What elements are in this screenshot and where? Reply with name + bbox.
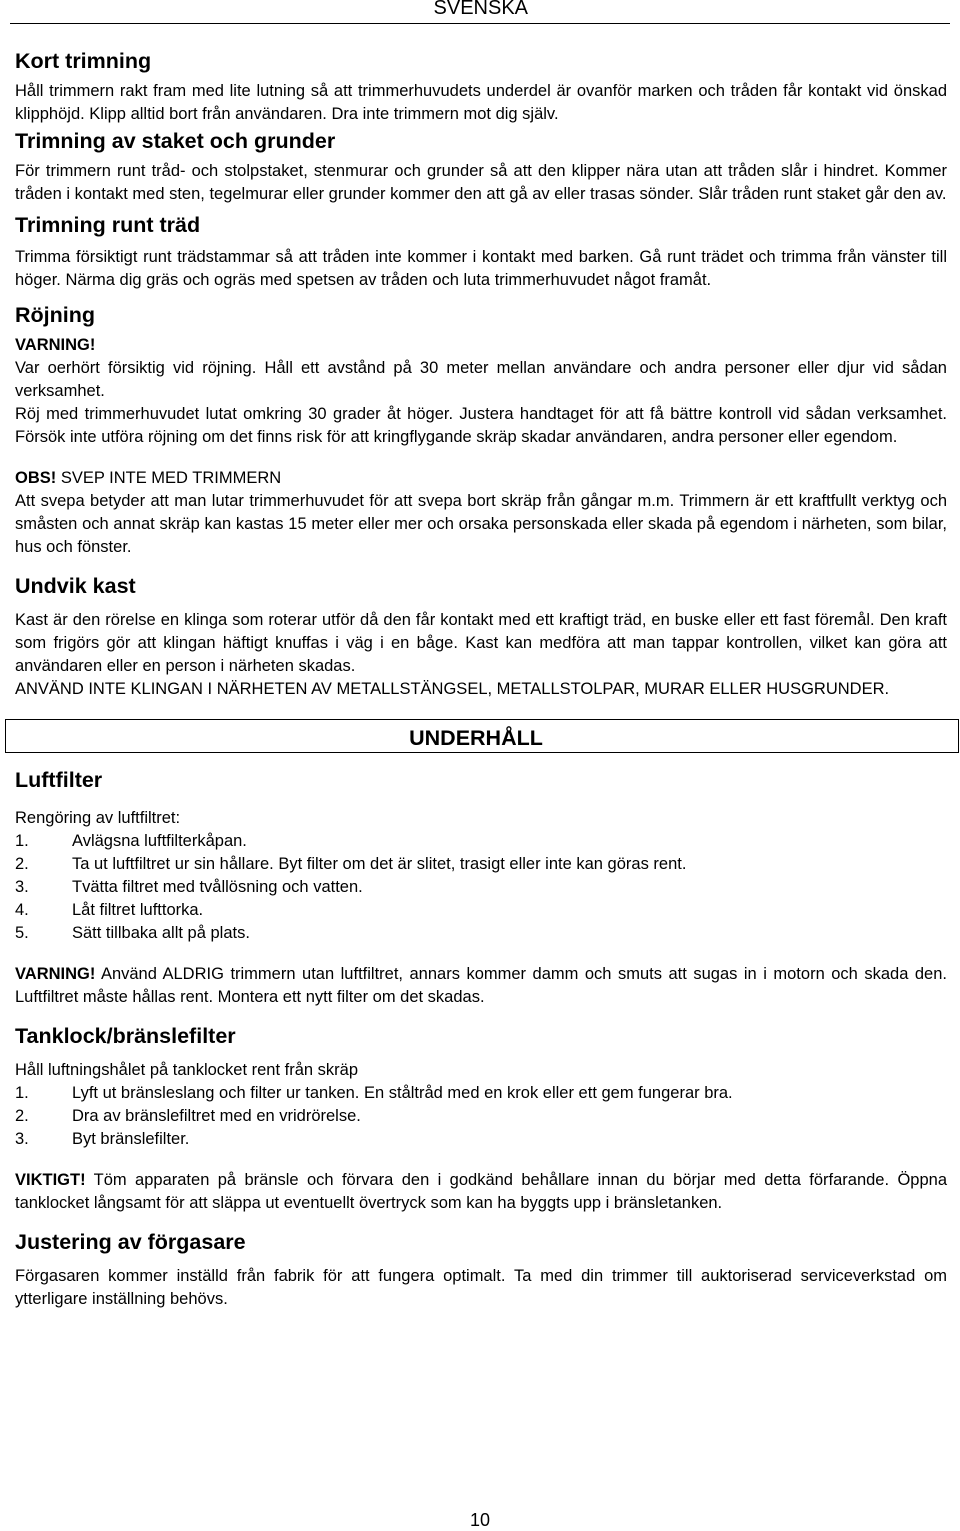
heading-forgasare: Justering av förgasare <box>15 1230 246 1254</box>
paragraph: Kast är den rörelse en klinga som roterar utför då den får kontakt med ett kraftigt träd, en buske eller ett fast föremål. Den kraft som frigörs gör att klingan häftigt knuffas i väg i en båge. Kast kan medföra att man tappar kontrollen, vilket kan göra att användaren eller en person i närheten skadas. <box>15 611 947 675</box>
list-item: 2. Dra av bränslefiltret med en vridrörelse. <box>15 1107 361 1125</box>
heading-luftfilter: Luftfilter <box>15 768 103 792</box>
list-item: 4. Låt filtret lufttorka. <box>15 901 204 919</box>
important-label: VIKTIGT! <box>15 1171 86 1189</box>
warning-label: VARNING! <box>15 965 96 983</box>
paragraph: Trimma försiktigt runt trädstammar så att tråden inte kommer i kontakt med barken. Gå runt trädet och trimma från vänster till höger. Närma dig gräs och ogräs med spetsen av tråden och luta trimmerhuvudet något framåt. <box>15 248 947 289</box>
paragraph: Rengöring av luftfiltret: <box>15 809 181 827</box>
obs-line <box>15 467 947 490</box>
paragraph: Förgasaren kommer inställd från fabrik för att fungera optimalt. Ta med din trimmer till auktoriserad serviceverkstad om ytterligare inställning behövs. <box>15 1267 947 1308</box>
banner-title-text: UNDERHÅLL <box>409 726 543 750</box>
paragraph: För trimmern runt tråd- och stolpstaket, stenmurar och grunder så att den klipper nära utan att tråden slår i hindret. Kommer tråden i kontakt med sten, tegelmurar eller grunder kommer den att gå av eller trasas sönder. Slår tråden runt staket går den av. <box>15 162 947 203</box>
list-item: 1. Avlägsna luftfilterkåpan. <box>15 832 247 850</box>
page-content <box>15 46 947 1311</box>
list-item: 1. Lyft ut bränsleslang och filter ur tanken. En ståltråd med en krok eller ett gem fungerar bra. <box>15 1084 733 1102</box>
list-item: 3. Byt bränslefilter. <box>15 1130 190 1148</box>
heading-trimning-staket: Trimning av staket och grunder <box>15 129 336 153</box>
header-rule <box>10 23 950 24</box>
paragraph: Att svepa betyder att man lutar trimmerhuvudet för att svepa bort skräp från gångar m.m. Trimmern är ett kraftfullt verktyg och småsten och annat skräp kan kastas 15 meter eller mer och orsaka personskada eller skada på egendom i närheten, som bilar, hus och fönster. <box>15 492 947 556</box>
heading-undvik-kast: Undvik kast <box>15 574 136 598</box>
heading-tanklock: Tanklock/bränslefilter <box>15 1024 236 1048</box>
page-number: 10 <box>469 1510 491 1530</box>
list-item: 3. Tvätta filtret med tvållösning och vatten. <box>15 878 363 896</box>
list-item: 2. Ta ut luftfiltret ur sin hållare. Byt filter om det är slitet, trasigt eller inte kan göras rent. <box>15 855 687 873</box>
tanklock-steps <box>15 1082 947 1151</box>
heading-rojning: Röjning <box>15 303 96 327</box>
list-item: 5. Sätt tillbaka allt på plats. <box>15 924 250 942</box>
paragraph: Röj med trimmerhuvudet lutat omkring 30 grader åt höger. Justera handtaget för att få bättre kontroll vid sådan verksamhet. Försök inte utföra röjning om det finns risk för att kringflygande skräp skadar användaren, andra personer eller egendom. <box>15 405 947 446</box>
warning-paragraph: VARNING! Använd ALDRIG trimmern utan luftfiltret, annars kommer damm och smuts att sugas in i motorn och skada den. Luftfiltret måste hållas rent. Montera ett nytt filter om det skadas. <box>15 965 947 1006</box>
paragraph: ANVÄND INTE KLINGAN I NÄRHETEN AV METALLSTÄNGSEL, METALLSTOLPAR, MURAR ELLER HUSGRUNDER. <box>15 680 890 698</box>
section-banner-underhall <box>5 719 959 753</box>
warning-label: VARNING! <box>15 336 96 354</box>
obs-text: SVEP INTE MED TRIMMERN <box>56 469 282 487</box>
paragraph: Håll trimmern rakt fram med lite lutning så att trimmerhuvudets underdel är ovanför marken och tråden får kontakt vid önskad klipphöjd. Klipp alltid bort från användaren. Dra inte trimmern mot dig själv. <box>15 82 947 123</box>
paragraph: Var oerhört försiktig vid röjning. Håll ett avstånd på 30 meter mellan användare och andra personer eller djur vid sådan verksamhet. <box>15 359 947 400</box>
heading-kort-trimning: Kort trimning <box>15 49 152 73</box>
paragraph: Håll luftningshålet på tanklocket rent från skräp <box>15 1061 359 1079</box>
obs-label: OBS! <box>15 469 57 487</box>
banner-title <box>6 726 958 751</box>
luftfilter-steps <box>15 830 947 945</box>
language-label: SVENSKA <box>433 0 528 19</box>
important-paragraph: VIKTIGT! Töm apparaten på bränsle och förvara den i godkänd behållare innan du börjar med detta förfarande. Öppna tanklocket långsamt för att släppa ut eventuellt övertryck som kan ha byggts upp i bränsletanken. <box>15 1171 947 1212</box>
heading-trimning-trad: Trimning runt träd <box>15 213 201 237</box>
